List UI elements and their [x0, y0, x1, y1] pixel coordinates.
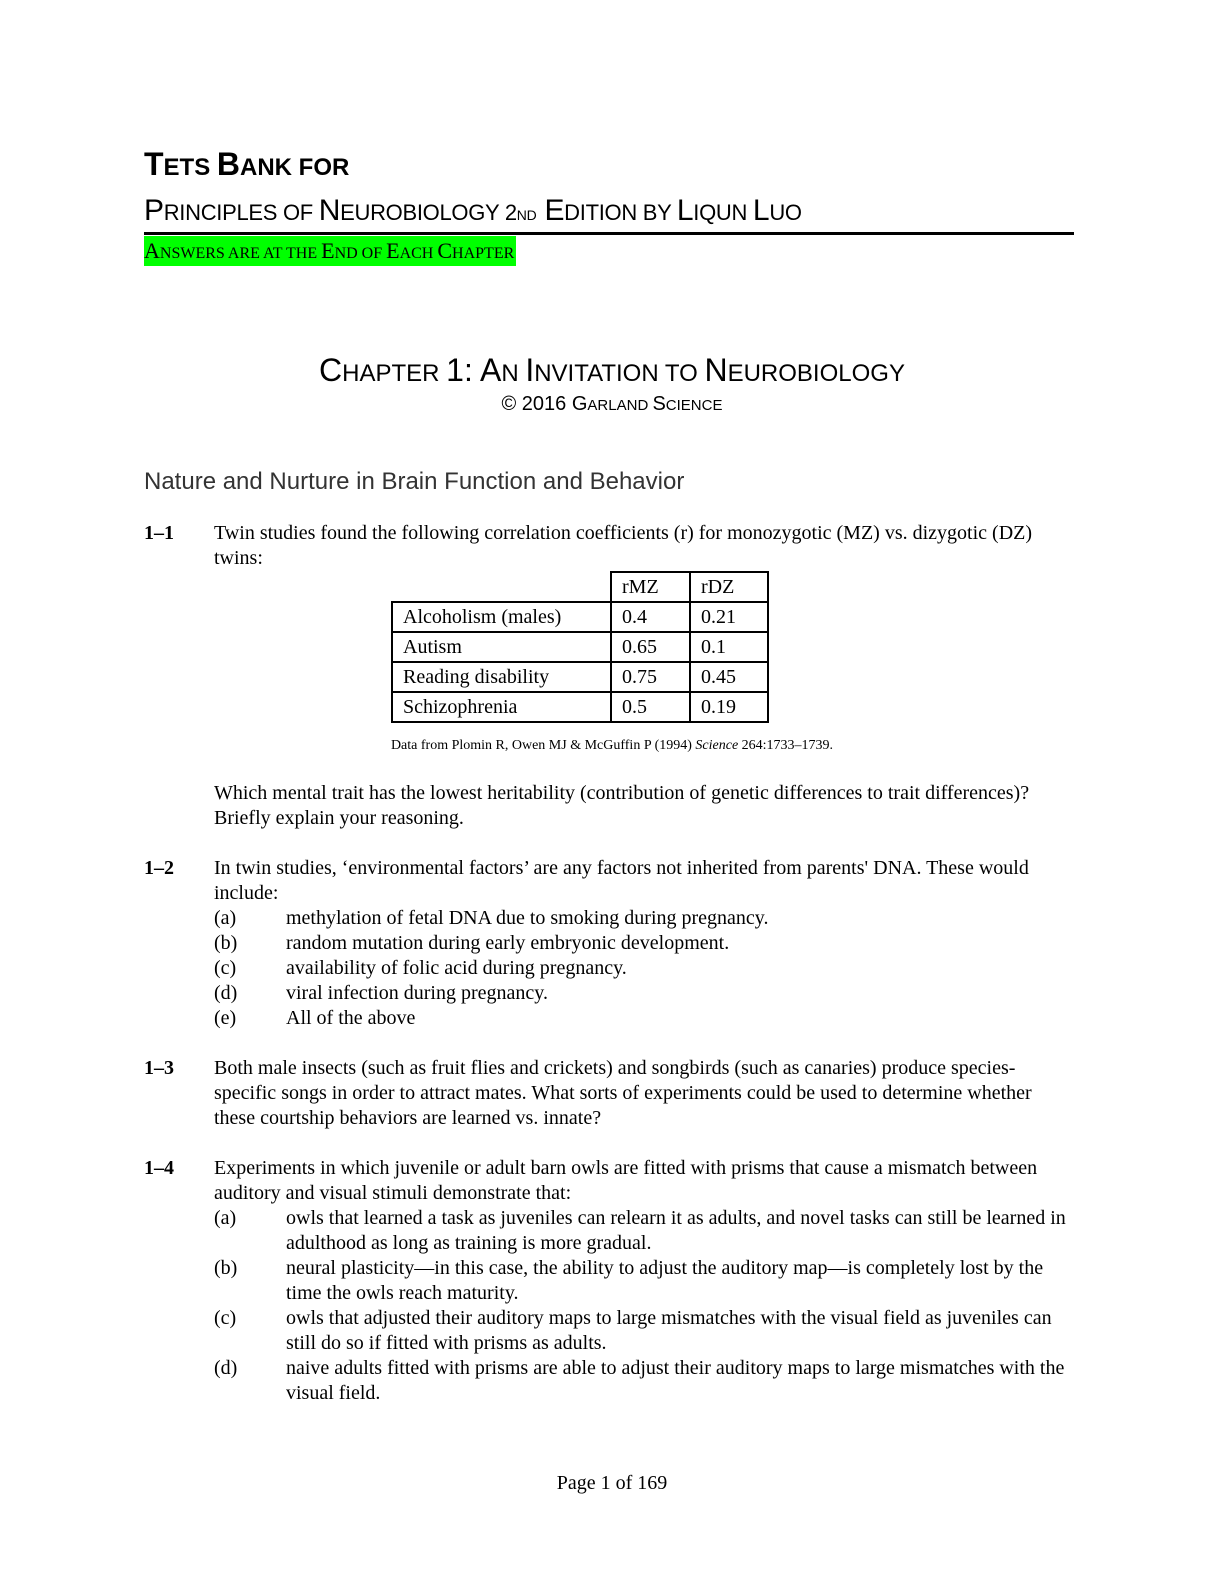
table-cell-rdz: 0.19 — [690, 692, 768, 722]
question-1-1 — [144, 521, 1074, 571]
table-cell-trait: Schizophrenia — [392, 692, 611, 722]
option-label: (b) — [214, 932, 238, 954]
source-text: 264:1733–1739. — [738, 738, 834, 753]
chapter-text: I — [525, 352, 535, 388]
answer-option — [214, 981, 1074, 1006]
twin-correlation-table — [391, 571, 769, 723]
table-cell-rmz: 0.75 — [611, 662, 690, 692]
option-text: neural plasticity—in this case, the ability to adjust the auditory map—is completely lost by the time the owls reach maturity. — [286, 1257, 1044, 1304]
question-text: In twin studies, ‘environmental factors’ are any factors not inherited from parents' DNA. These would include: — [214, 857, 1029, 904]
title-line-2 — [144, 190, 1074, 234]
question-text: Experiments in which juvenile or adult barn owls are fitted with prisms that cause a mismatch between auditory and visual stimuli demonstrate that: — [214, 1157, 1038, 1204]
title-text: ETS — [163, 154, 217, 181]
title-text: ANK FOR — [240, 154, 350, 181]
title-text: L — [676, 194, 694, 227]
answer-option — [214, 1356, 1074, 1406]
banner-text: ACH — [399, 245, 438, 262]
question-1-1-followup — [144, 781, 1074, 831]
option-label: (e) — [214, 1007, 237, 1029]
chapter-text: NVITATION TO — [534, 360, 705, 387]
banner-text: E — [321, 238, 335, 263]
table-row — [392, 602, 768, 632]
table-row — [392, 662, 768, 692]
title-text: E — [544, 194, 565, 227]
title-text: P — [144, 194, 164, 227]
option-text: methylation of fetal DNA due to smoking during pregnancy. — [286, 907, 769, 929]
table-cell-rmz: 0.65 — [611, 632, 690, 662]
banner-text: NSWERS ARE AT THE — [159, 245, 322, 262]
option-label: (d) — [214, 1357, 238, 1379]
option-label: (c) — [214, 1307, 237, 1329]
question-number: 1–4 — [144, 1157, 174, 1179]
banner-text: C — [437, 238, 453, 263]
title-divider — [144, 232, 1074, 235]
answer-option — [214, 1006, 1074, 1031]
answer-option — [214, 931, 1074, 956]
answer-option — [214, 1256, 1074, 1306]
table-header-cell: rMZ — [611, 572, 690, 602]
title-text: RINCIPLES OF — [163, 200, 319, 225]
table-header-row — [392, 572, 768, 602]
table-cell-rdz: 0.45 — [690, 662, 768, 692]
question-1-3 — [144, 1056, 1074, 1131]
copyright-text: S — [652, 393, 666, 415]
chapter-text: 1: A — [446, 352, 502, 388]
answers-banner — [144, 236, 516, 266]
option-label: (a) — [214, 1207, 237, 1229]
option-label: (d) — [214, 982, 238, 1004]
option-text: naive adults fitted with prisms are able to adjust their auditory maps to large mismatches with the visual field. — [286, 1357, 1065, 1404]
table-header-cell: rDZ — [690, 572, 768, 602]
source-text: Data from Plomin R, Owen MJ & McGuffin P (1994) — [390, 738, 696, 753]
table-cell-rmz: 0.4 — [611, 602, 690, 632]
option-text: owls that learned a task as juveniles can relearn it as adults, and novel tasks can still be learned in adulthood as long as training is more gradual. — [286, 1207, 1066, 1254]
option-text: viral infection during pregnancy. — [286, 982, 548, 1004]
source-journal: Science — [695, 738, 739, 753]
option-text: All of the above — [286, 1007, 416, 1029]
title-text: IQUN — [693, 200, 753, 225]
table-cell-trait: Reading disability — [392, 662, 611, 692]
table-cell-trait: Autism — [392, 632, 611, 662]
table-row — [392, 692, 768, 722]
copyright-text: © 2016 G — [501, 393, 588, 415]
question-1-4 — [144, 1156, 1074, 1406]
table-cell-rdz: 0.21 — [690, 602, 768, 632]
copyright-text: CIENCE — [665, 397, 723, 414]
answer-option — [214, 906, 1074, 931]
table-cell-rdz: 0.1 — [690, 632, 768, 662]
copyright-line — [0, 390, 1224, 420]
chapter-text: EUROBIOLOGY — [727, 360, 905, 387]
title-text: T — [144, 146, 164, 182]
option-text: random mutation during early embryonic development. — [286, 932, 730, 954]
table-header-cell — [392, 572, 611, 602]
section-heading: Nature and Nurture in Brain Function and Behavior — [144, 468, 685, 495]
title-text: UO — [769, 200, 802, 225]
answer-option — [214, 1206, 1074, 1256]
question-number: 1–1 — [144, 522, 174, 544]
answer-option — [214, 956, 1074, 981]
title-text: N — [318, 194, 341, 227]
title-line-1 — [144, 142, 1074, 190]
option-label: (a) — [214, 907, 237, 929]
question-number: 1–3 — [144, 1057, 174, 1079]
question-text: Both male insects (such as fruit flies and crickets) and songbirds (such as canaries) produce species-specific songs in order to attract mates. What sorts of experiments could be used to determine whether these courtship behaviors are learned vs. innate? — [214, 1057, 1032, 1129]
banner-text: ND OF — [334, 245, 387, 262]
banner-text: A — [144, 238, 160, 263]
option-label: (c) — [214, 957, 237, 979]
document-title — [144, 142, 1074, 234]
table-row — [392, 632, 768, 662]
table-cell-trait: Alcoholism (males) — [392, 602, 611, 632]
option-text: owls that adjusted their auditory maps to large mismatches with the visual field as juveniles can still do so if fitted with prisms as adults. — [286, 1307, 1052, 1354]
title-text: EUROBIOLOGY 2 — [340, 200, 517, 225]
chapter-title — [0, 350, 1224, 394]
option-label: (b) — [214, 1257, 238, 1279]
table-cell-rmz: 0.5 — [611, 692, 690, 722]
banner-text: HAPTER — [452, 245, 515, 262]
table-source-note — [0, 737, 1224, 755]
chapter-text: HAPTER — [342, 360, 447, 387]
answer-option — [214, 1306, 1074, 1356]
chapter-text: N — [704, 352, 728, 388]
title-text: DITION BY — [564, 200, 677, 225]
question-text: Twin studies found the following correlation coefficients (r) for monozygotic (MZ) vs. dizygotic (DZ) twins: — [214, 522, 1033, 569]
title-text: B — [216, 146, 240, 182]
banner-text: E — [386, 238, 400, 263]
question-1-2 — [144, 856, 1074, 1031]
title-text: L — [752, 194, 770, 227]
question-number: 1–2 — [144, 857, 174, 879]
chapter-text: N — [501, 360, 526, 387]
question-followup-text: Which mental trait has the lowest heritability (contribution of genetic differences to trait differences)? Briefly explain your reasoning. — [214, 782, 1030, 829]
title-superscript: ND — [516, 207, 537, 223]
copyright-text: ARLAND — [587, 397, 653, 414]
page-number: Page 1 of 169 — [556, 1472, 668, 1494]
chapter-text: C — [319, 352, 343, 388]
option-text: availability of folic acid during pregnancy. — [286, 957, 627, 979]
